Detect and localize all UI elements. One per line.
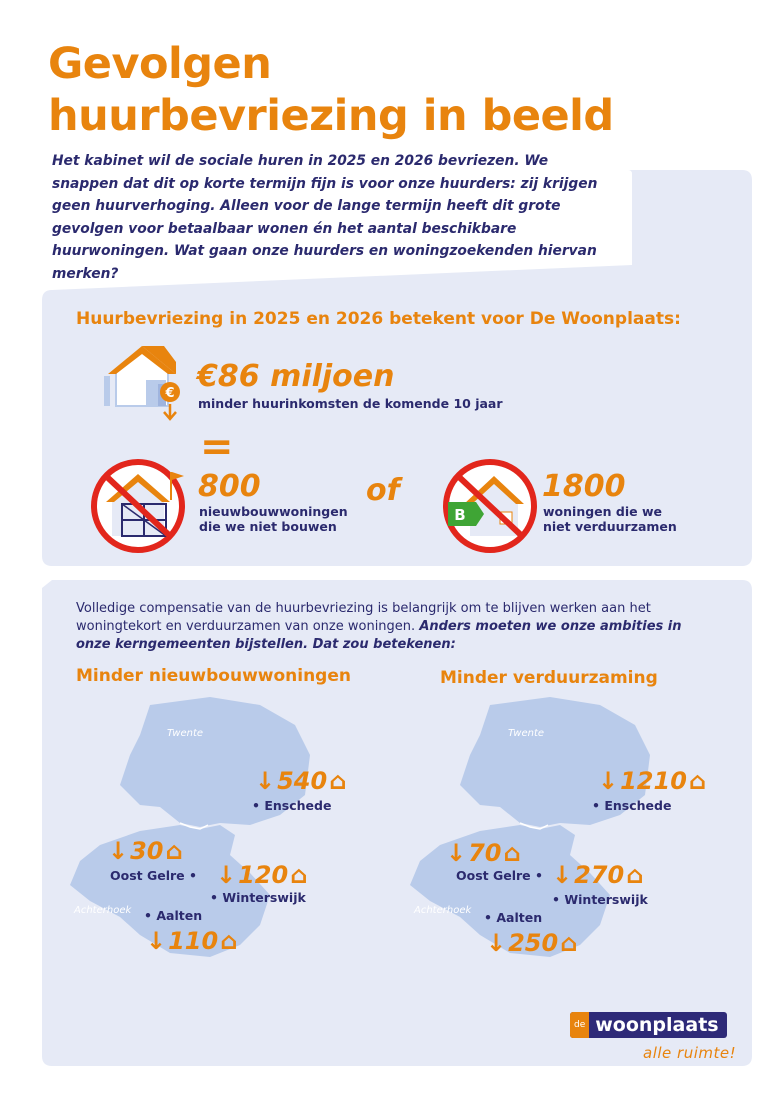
or-word: of	[366, 473, 400, 508]
svg-text:€: €	[165, 386, 175, 401]
title-line-1: Gevolgen	[48, 39, 272, 89]
house-icon: ⌂	[688, 767, 707, 795]
house-icon: ⌂	[220, 927, 238, 955]
left-winterswijk: • Winterswijk	[210, 890, 306, 905]
right-label-1: woningen die we	[543, 504, 662, 519]
equals-sign: =	[200, 424, 234, 470]
logo-tagline: alle ruimte!	[643, 1044, 737, 1062]
right-winterswijk: • Winterswijk	[552, 892, 648, 907]
down-arrow-icon: ↓	[216, 861, 237, 889]
woonplaats-logo	[570, 1012, 727, 1038]
left-label-2: die we niet bouwen	[199, 519, 337, 534]
no-sustainability-icon	[440, 456, 540, 556]
house-euro-icon	[104, 344, 194, 424]
right-label-twente: Twente	[508, 728, 545, 739]
house-icon: ⌂	[290, 861, 308, 889]
left-label-twente: Twente	[167, 728, 204, 739]
right-aalten: • Aalten	[484, 910, 543, 925]
left-value: 800	[198, 469, 261, 504]
down-arrow-icon: ↓	[486, 929, 507, 957]
house-icon: ⌂	[560, 929, 578, 957]
down-arrow-icon: ↓	[108, 837, 129, 865]
left-map-title: Minder nieuwbouwwoningen	[76, 666, 351, 686]
left-oostgelre: Oost Gelre •	[110, 868, 197, 883]
logo-word: woonplaats	[595, 1014, 719, 1036]
right-label-2: niet verduurzamen	[543, 519, 677, 534]
left-aalten: • Aalten	[144, 908, 203, 923]
house-icon: ⌂	[503, 839, 521, 867]
section2-body-text: Volledige compensatie van de huurbevriezing is belangrijk om te blijven werken aan het woningtekort en verduurzamen van onze woningen.	[76, 601, 651, 634]
right-winterswijk-value: ↓ 270 ⌂	[552, 861, 644, 889]
right-oostgelre-value: ↓ 70 ⌂	[446, 839, 521, 867]
right-map-title: Minder verduurzaming	[440, 668, 658, 688]
intro-text: Het kabinet wil de sociale huren in 2025 en 2026 bevriezen. We snappen dat dit op korte termijn fijn is voor onze huurders: zij krijgen geen huurverhoging. Alleen voor de lange termijn heeft dit grote gevolgen voor betaalbaar wonen én het aantal beschikbare huurwoningen. Wat gaan onze huurders en woningzoekenden hiervan merken?	[52, 153, 598, 282]
left-oostgelre-value: ↓ 30 ⌂	[108, 837, 183, 865]
right-enschede-value: ↓ 1210 ⌂	[598, 767, 707, 795]
house-icon: ⌂	[165, 837, 183, 865]
left-enschede: • Enschede	[252, 798, 332, 813]
amount-value: €86 miljoen	[197, 359, 395, 394]
down-arrow-icon: ↓	[446, 839, 467, 867]
left-enschede-value: ↓ 540 ⌂	[255, 767, 347, 795]
down-arrow-icon: ↓	[598, 767, 619, 795]
section1-heading: Huurbevriezing in 2025 en 2026 betekent voor De Woonplaats:	[76, 309, 681, 329]
no-construction-icon	[86, 456, 196, 556]
page-title	[48, 38, 614, 142]
section2-body	[76, 600, 686, 654]
right-label-achterhoek: Achterhoek	[414, 905, 472, 916]
amount-label: minder huurinkomsten de komende 10 jaar	[198, 396, 503, 411]
right-enschede: • Enschede	[592, 798, 672, 813]
right-value: 1800	[542, 469, 626, 504]
section2-body-emphasis: Anders moeten we onze ambities in onze kerngemeenten bijstellen. Dat zou betekenen:	[76, 619, 682, 652]
svg-text:B: B	[454, 506, 466, 524]
left-aalten-value: ↓ 110 ⌂	[146, 927, 238, 955]
down-arrow-icon: ↓	[552, 861, 573, 889]
house-icon: ⌂	[626, 861, 644, 889]
logo-de: de	[570, 1012, 589, 1038]
down-arrow-icon: ↓	[146, 927, 167, 955]
right-aalten-value: ↓ 250 ⌂	[486, 929, 578, 957]
house-icon: ⌂	[329, 767, 347, 795]
left-winterswijk-value: ↓ 120 ⌂	[216, 861, 308, 889]
right-oostgelre: Oost Gelre •	[456, 868, 543, 883]
down-arrow-icon: ↓	[255, 767, 276, 795]
left-label-achterhoek: Achterhoek	[74, 905, 132, 916]
left-label-1: nieuwbouwwoningen	[199, 504, 348, 519]
title-line-2: huurbevriezing in beeld	[48, 91, 614, 141]
